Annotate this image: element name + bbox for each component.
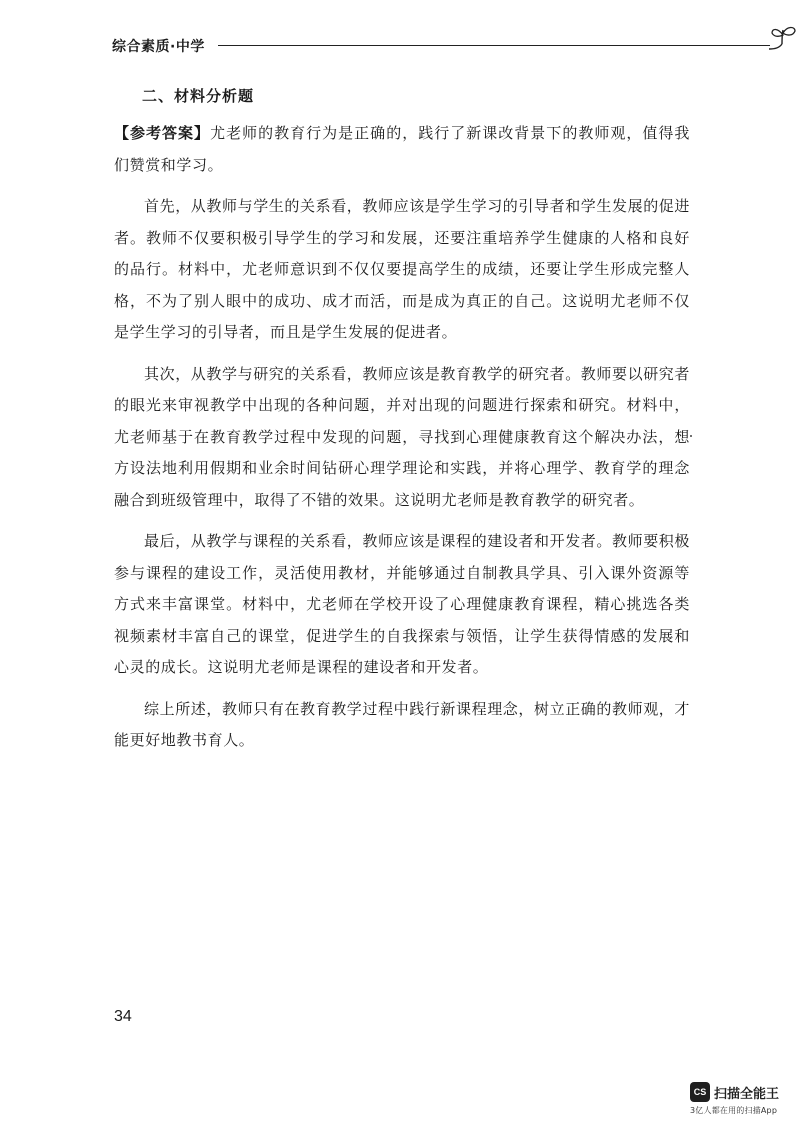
answer-text: 尤老师的教育行为是正确的，践行了新课改背景下的教师观，值得我们赞赏和学习。 xyxy=(114,124,690,174)
answer-tag: 【参考答案】 xyxy=(114,124,211,142)
header-rule xyxy=(218,45,770,46)
scan-speck xyxy=(690,435,692,437)
paragraph-teaching-research: 其次，从教学与研究的关系看，教师应该是教育教学的研究者。教师要以研究者的眼光来审视教学中出现的各种问题，并对出现的问题进行探索和研究。材料中，尤老师基于在教育教学过程中发现的问题，寻找到心理健康教育这个解决办法，想方设法地利用假期和业余时间钻研心理学理论和实践，并将心理学、教育学的理念融合到班级管理中，取得了不错的效果。这说明尤老师是教育教学的研究者。 xyxy=(114,364,691,509)
scanner-watermark xyxy=(690,1080,790,1120)
camscanner-logo-icon: CS xyxy=(690,1082,710,1102)
running-header xyxy=(112,28,692,58)
paragraph-conclusion: 综上所述，教师只有在教育教学过程中践行新课程理念，树立正确的教师观，才能更好地教书育人。 xyxy=(114,699,691,749)
header-title-accent: 素质 xyxy=(141,39,170,55)
header-title-suffix: ·中学 xyxy=(170,39,205,55)
header-title xyxy=(112,36,205,56)
header-title-prefix: 综合 xyxy=(112,39,141,55)
section-heading: 二、材料分析题 xyxy=(142,87,255,105)
sprout-icon xyxy=(765,24,800,58)
paragraph-teacher-student: 首先，从教师与学生的关系看，教师应该是学生学习的引导者和学生发展的促进者。教师不仅要积极引导学生的学习和发展，还要注重培养学生健康的人格和良好的品行。材料中，尤老师意识到不仅仅要提高学生的成绩，还要让学生形成完整人格，不为了别人眼中的成功、成才而活，而是成为真正的自己。这说明尤老师不仅是学生学习的引导者，而且是学生发展的促进者。 xyxy=(114,197,691,341)
paragraph-teaching-curriculum: 最后，从教学与课程的关系看，教师应该是课程的建设者和开发者。教师要积极参与课程的建设工作，灵活使用教材，并能够通过自制教具学具、引入课外资源等方式来丰富课堂。材料中，尤老师在学校开设了心理健康教育课程，精心挑选各类视频素材丰富自己的课堂，促进学生的自我探索与领悟，让学生获得情感的发展和心灵的成长。这说明尤老师是课程的建设者和开发者。 xyxy=(114,532,691,676)
watermark-app-name: 扫描全能王 xyxy=(714,1087,780,1102)
reference-answer xyxy=(114,118,690,181)
watermark-slogan: 3亿人都在用的扫描App xyxy=(690,1106,778,1115)
article-body xyxy=(114,84,690,767)
page-number: 34 xyxy=(114,1008,132,1025)
